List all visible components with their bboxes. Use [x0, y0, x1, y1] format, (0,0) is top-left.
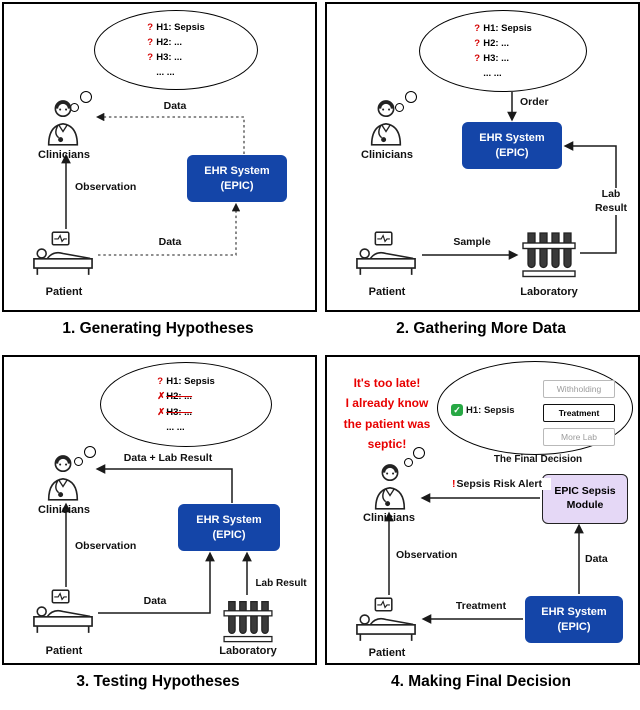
- patient-icon: [355, 597, 417, 642]
- hypothesis-line: ? H2: ...: [474, 37, 510, 49]
- alert-exclamation: !: [452, 478, 456, 490]
- ehr-system-box: EHR System (EPIC): [462, 122, 562, 169]
- label-lab-result: Lab Result: [251, 578, 311, 589]
- clinician-icon: [369, 460, 411, 510]
- label-data-top: Data: [144, 100, 206, 112]
- hypothesis-line: ? H1: Sepsis: [147, 21, 205, 33]
- epic-sepsis-module-box: EPIC Sepsis Module: [542, 474, 628, 524]
- caption-panel-2: 2. Gathering More Data: [396, 320, 566, 337]
- warning-text: It's too late! I already know the patient was septic!: [343, 376, 431, 452]
- hypothesis-list: [147, 20, 205, 81]
- ehr-system-box: EHR System (EPIC): [187, 155, 287, 202]
- label-observation: Observation: [74, 540, 146, 552]
- decision-option-withholding: Withholding: [543, 380, 615, 398]
- label-observation: Observation: [74, 181, 146, 193]
- hypothesis-line: ? H2: ...: [147, 36, 183, 48]
- laboratory-icon: [222, 597, 274, 643]
- patient-label: Patient: [368, 286, 406, 298]
- clinicians-label: Clinicians: [38, 504, 90, 516]
- label-data: Data: [128, 595, 182, 607]
- hypothesis-line: ✗H3: ...: [157, 406, 193, 418]
- laboratory-label: Laboratory: [520, 286, 578, 298]
- clinicians-label: Clinicians: [38, 149, 90, 161]
- hypothesis-line: ? H3: ...: [147, 52, 183, 63]
- thought-bubble: [100, 362, 272, 447]
- ehr-system-box: EHR System (EPIC): [525, 596, 623, 643]
- label-data: Data: [584, 553, 626, 565]
- ehr-system-box: EHR System (EPIC): [178, 504, 280, 551]
- hypothesis-list: [474, 21, 532, 82]
- label-sample: Sample: [443, 236, 501, 248]
- final-decision-title: The Final Decision: [493, 454, 583, 465]
- label-lab-result: Lab Result: [587, 188, 635, 215]
- panel-making-final-decision: [325, 355, 640, 665]
- caption-panel-1: 1. Generating Hypotheses: [62, 320, 254, 337]
- patient-icon: [32, 589, 94, 634]
- hypothesis-line: ... ...: [156, 67, 175, 79]
- patient-label: Patient: [368, 647, 406, 659]
- caption-panel-4: 4. Making Final Decision: [390, 673, 571, 690]
- patient-icon: [355, 231, 417, 276]
- clinician-icon: [42, 96, 84, 146]
- hypothesis-line: ? H1: Sepsis: [157, 376, 215, 388]
- decision-option-more-lab: More Lab: [543, 428, 615, 446]
- hypothesis-line: ✗H2: ...: [157, 391, 193, 403]
- label-observation: Observation: [395, 549, 467, 561]
- bubble-dot: [84, 446, 96, 458]
- thought-bubble: [419, 10, 587, 92]
- hypothesis-line: ? H1: Sepsis: [474, 22, 532, 34]
- decision-option-treatment: Treatment: [543, 404, 615, 422]
- patient-icon: [32, 231, 94, 276]
- confirmed-hypothesis: ✓ H1: Sepsis: [451, 404, 515, 416]
- clinician-icon: [42, 451, 84, 501]
- panel-testing-hypotheses: [2, 355, 317, 665]
- hypothesis-line: ... ...: [166, 421, 185, 433]
- clinicians-label: Clinicians: [361, 149, 413, 161]
- label-treatment: Treatment: [443, 600, 519, 612]
- hypothesis-line: ? H3: ...: [474, 53, 510, 64]
- clinicians-label: Clinicians: [363, 512, 415, 524]
- hypothesis-line: ... ...: [483, 68, 502, 80]
- panel-gathering-more-data: [325, 2, 640, 312]
- patient-label: Patient: [45, 286, 83, 298]
- laboratory-label: Laboratory: [219, 645, 277, 657]
- check-icon: ✓: [451, 404, 463, 416]
- hypothesis-list: [157, 374, 215, 435]
- label-sepsis-risk-alert: !Sepsis Risk Alert: [443, 478, 551, 490]
- panel-generating-hypotheses: [2, 2, 317, 312]
- clinician-icon: [365, 96, 407, 146]
- label-data-bottom: Data: [139, 236, 201, 248]
- caption-panel-3: 3. Testing Hypotheses: [76, 673, 240, 690]
- thought-bubble: [94, 10, 258, 90]
- label-data-lab-result: Data + Lab Result: [100, 452, 236, 464]
- label-order: Order: [519, 96, 565, 108]
- laboratory-icon: [521, 228, 577, 278]
- patient-label: Patient: [45, 645, 83, 657]
